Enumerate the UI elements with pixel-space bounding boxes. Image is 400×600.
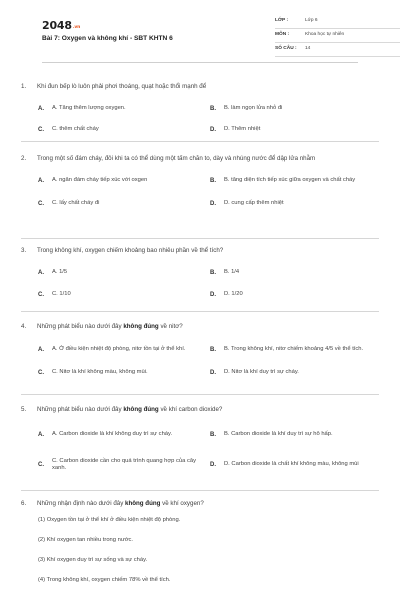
question-stem xyxy=(21,155,379,163)
answer-letter: B. xyxy=(210,270,216,277)
answer-option-b[interactable] xyxy=(210,98,379,119)
answer-text: C. Nitơ là khí không màu, không mùi. xyxy=(52,369,148,376)
question-stem xyxy=(21,406,379,414)
question-text-part: về nitơ? xyxy=(158,323,183,330)
answer-letter: D. xyxy=(210,201,216,208)
answer-text: C. 1/10 xyxy=(52,291,71,298)
answer-option-b[interactable] xyxy=(210,420,379,450)
answer-letter: B. xyxy=(210,432,216,439)
answer-letter: A. xyxy=(38,178,44,185)
question-text-part: về khí oxygen? xyxy=(160,500,204,507)
answer-letter: D. xyxy=(210,370,216,377)
answer-letter: D. xyxy=(210,126,216,133)
answer-grid xyxy=(21,420,379,480)
info-label: MÔN : xyxy=(275,32,290,38)
answer-text: B. 1/4 xyxy=(224,269,240,276)
answer-option-d[interactable] xyxy=(210,450,379,480)
answer-text: D. Carbon dioxide là chất khí không màu, không mùi xyxy=(224,461,359,468)
site-logo[interactable] xyxy=(42,19,80,34)
answer-grid xyxy=(21,337,379,383)
answer-option-d[interactable] xyxy=(210,193,379,215)
question-5 xyxy=(21,395,379,491)
answer-option-a[interactable] xyxy=(38,420,210,450)
question-stem xyxy=(21,83,379,91)
question-emphasis: không đúng xyxy=(123,406,159,413)
statement-item: (3) Khí oxygen duy trì sự sống và sự cháy. xyxy=(38,557,148,564)
answer-letter: A. xyxy=(38,105,44,112)
answer-text: A. Tăng thêm lượng oxygen. xyxy=(52,104,126,111)
answer-letter: C. xyxy=(38,292,44,299)
info-row-class xyxy=(275,15,400,29)
answer-option-a[interactable] xyxy=(38,98,210,119)
answer-option-d[interactable] xyxy=(210,284,379,306)
question-emphasis: không đúng xyxy=(123,323,159,330)
question-text xyxy=(37,406,379,414)
answer-letter: C. xyxy=(38,462,44,469)
answer-grid xyxy=(21,98,379,140)
question-text: Trong một số đám cháy, đôi khi ta có thể dùng một tấm chăn to, dày và nhúng nước để dập lửa nhằm xyxy=(37,155,316,162)
answer-option-c[interactable] xyxy=(38,193,210,215)
answer-letter: C. xyxy=(38,126,44,133)
info-value: Lớp 6 xyxy=(305,18,318,24)
question-text xyxy=(37,323,379,331)
info-row-subject xyxy=(275,29,400,43)
answer-letter: D. xyxy=(210,292,216,299)
question-stem xyxy=(21,500,379,508)
answer-text: A. Carbon dioxide là khí không duy trì sự cháy. xyxy=(52,431,173,438)
answer-option-a[interactable] xyxy=(38,262,210,284)
statement-item: (1) Oxygen tồn tại ở thể khí ở điều kiện nhiệt độ phòng. xyxy=(38,517,181,524)
answer-option-a[interactable] xyxy=(38,169,210,193)
answer-letter: A. xyxy=(38,270,44,277)
worksheet-header xyxy=(21,0,379,70)
answer-option-c[interactable] xyxy=(38,119,210,140)
question-number: 6. xyxy=(21,500,27,507)
question-emphasis: không đúng xyxy=(125,500,161,507)
header-divider xyxy=(42,62,358,63)
question-number: 5. xyxy=(21,406,27,413)
question-text xyxy=(37,500,379,508)
answer-letter: B. xyxy=(210,347,216,354)
logo-main-text: 2048 xyxy=(42,19,72,32)
info-value: Khoa học tự nhiên xyxy=(305,32,345,38)
answer-text: D. Thêm nhiệt xyxy=(224,125,261,132)
question-text-part: Những phát biểu nào dưới đây xyxy=(37,406,124,413)
answer-text: D. cung cấp thêm nhiệt xyxy=(224,200,284,207)
answer-letter: B. xyxy=(210,105,216,112)
question-3 xyxy=(21,239,379,312)
statement-item: (2) Khí oxygen tan nhiều trong nước. xyxy=(38,537,134,544)
question-number: 1. xyxy=(21,83,27,90)
answer-option-b[interactable] xyxy=(210,262,379,284)
answer-option-b[interactable] xyxy=(210,169,379,193)
answer-option-a[interactable] xyxy=(38,337,210,363)
question-4 xyxy=(21,312,379,395)
question-1 xyxy=(21,70,379,142)
answer-option-c[interactable] xyxy=(38,363,210,383)
statement-list xyxy=(21,511,379,591)
answer-letter: D. xyxy=(210,462,216,469)
answer-letter: B. xyxy=(210,178,216,185)
answer-option-c[interactable] xyxy=(38,450,210,480)
answer-letter: A. xyxy=(38,432,44,439)
answer-grid xyxy=(21,169,379,215)
info-value: 14 xyxy=(305,46,311,52)
answer-text: C. Carbon dioxide cần cho quá trình quang hợp của cây xanh. xyxy=(52,457,196,472)
question-text: Trong không khí, oxygen chiếm khoảng bao nhiêu phần về thể tích? xyxy=(37,247,224,254)
info-table xyxy=(275,15,400,57)
statement-item: (4) Trong không khí, oxygen chiếm 78% về thể tích. xyxy=(38,577,171,584)
question-text-part: về khí carbon dioxide? xyxy=(158,406,223,413)
answer-letter: C. xyxy=(38,201,44,208)
answer-text: A. ngăn đám cháy tiếp xúc với oxgen xyxy=(52,177,148,184)
answer-option-d[interactable] xyxy=(210,119,379,140)
question-number: 4. xyxy=(21,323,27,330)
question-number: 2. xyxy=(21,155,27,162)
answer-text: A. 1/5 xyxy=(52,269,68,276)
answer-text: C. thêm chất cháy xyxy=(52,125,99,132)
answer-text: B. tăng diện tích tiếp xúc giữa oxygen và chất cháy xyxy=(224,177,356,184)
answer-letter: C. xyxy=(38,370,44,377)
answer-text: B. Trong không khí, nitơ chiếm khoảng 4/5 về thể tích. xyxy=(224,346,364,353)
info-label: LỚP : xyxy=(275,18,289,24)
question-text: Khi đun bếp lò luôn phải phơi thoáng, quạt hoặc thổi mạnh để xyxy=(37,83,207,90)
answer-text: C. lấy chất cháy đi xyxy=(52,200,100,207)
info-row-count xyxy=(275,43,400,57)
answer-grid xyxy=(21,262,379,306)
question-stem xyxy=(21,247,379,255)
answer-option-b[interactable] xyxy=(210,337,379,363)
answer-text: B. làm ngọn lửa nhỏ đi xyxy=(224,104,283,111)
question-number: 3. xyxy=(21,247,27,254)
answer-letter: A. xyxy=(38,347,44,354)
answer-text: D. 1/20 xyxy=(224,291,243,298)
answer-text: A. Ở điều kiện nhiệt độ phòng, nitơ tồn tại ở thể khí. xyxy=(52,346,186,353)
question-stem xyxy=(21,323,379,331)
answer-option-c[interactable] xyxy=(38,284,210,306)
question-text-part: Những phát biểu nào dưới đây xyxy=(37,323,124,330)
question-text-part: Những nhận định nào dưới đây xyxy=(37,500,126,507)
question-6 xyxy=(21,491,379,591)
question-2 xyxy=(21,142,379,239)
page-title: Bài 7: Oxygen và không khí - SBT KHTN 6 xyxy=(42,35,173,42)
answer-option-d[interactable] xyxy=(210,363,379,383)
logo-suffix-text: .vn xyxy=(72,25,81,30)
answer-text: D. Nitơ là khí duy trì sự cháy. xyxy=(224,369,299,376)
answer-text: B. Carbon dioxide là khí duy trì sự hô hấp. xyxy=(224,431,333,438)
info-label: SỐ CÂU : xyxy=(275,46,297,52)
